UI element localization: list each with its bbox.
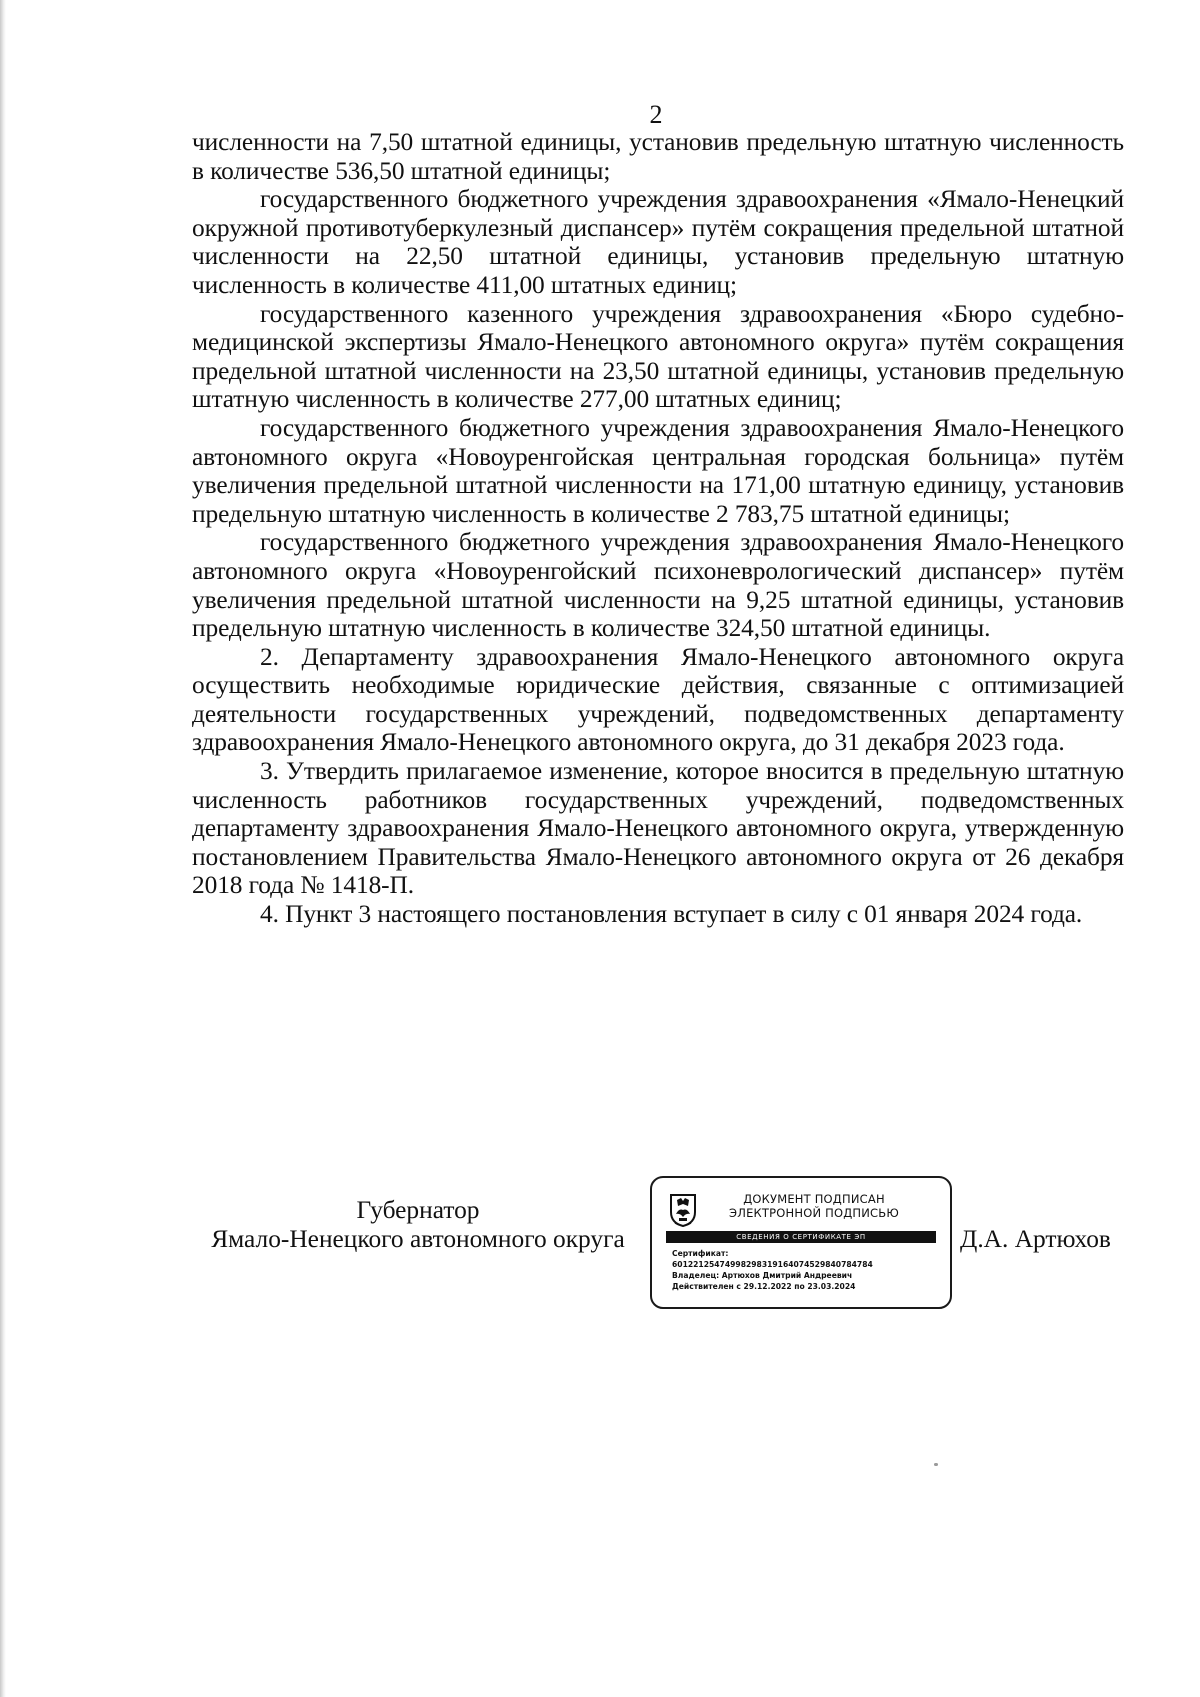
paragraph-psychoneuro-dispensary: государственного бюджетного учреждения здравоохранения Ямало-Ненецкого автономного округа «Новоуренгойский психоневрологический диспансер» путём увеличения предельной штатной численности на 9,25 штатной единицы, установив предельную штатную численность в количестве 324,50 штатной единицы.: [192, 528, 1124, 643]
stamp-owner: Владелец: Артюхов Дмитрий Андреевич: [672, 1271, 853, 1280]
scan-speck: [934, 1463, 938, 1466]
paragraph-tb-dispensary: государственного бюджетного учреждения здравоохранения «Ямало-Ненецкий окружной противотуберкулезный диспансер» путём сокращения предельной штатной численности на 22,50 штатной единицы, установив предельную штатную численность в количестве 411,00 штатных единиц;: [192, 185, 1124, 299]
signatory-title-line2: Ямало-Ненецкого автономного округа: [211, 1225, 625, 1253]
document-body: [192, 128, 1124, 929]
paragraph-novy-urengoy-hospital: государственного бюджетного учреждения здравоохранения Ямало-Ненецкого автономного округа «Новоуренгойская центральная городская больница» путём увеличения предельной штатной численности на 171,00 штатную единицу, установив предельную штатную численность в количестве 2 783,75 штатной единицы;: [192, 413, 1124, 528]
signatory-title-line1: Губернатор: [356, 1196, 480, 1224]
stamp-heading: [714, 1192, 914, 1220]
page-number: 2: [649, 100, 663, 129]
paragraph-item-4: 4. Пункт 3 настоящего постановления вступает в силу с 01 января 2024 года.: [260, 900, 1083, 929]
scan-page-edge: [0, 0, 6, 1697]
stamp-validity: Действителен с 29.12.2022 по 23.03.2024: [672, 1282, 856, 1291]
stamp-certificate-bar: СВЕДЕНИЯ О СЕРТИФИКАТЕ ЭП: [666, 1231, 936, 1243]
stamp-certificate-label: Сертификат:: [672, 1249, 729, 1258]
stamp-certificate-number: 60122125474998298319164074529840784784: [672, 1260, 873, 1269]
signatory-name: Д.А. Артюхов: [960, 1225, 1111, 1253]
paragraph-forensic-bureau: государственного казенного учреждения здравоохранения «Бюро судебно-медицинской экспертизы Ямало-Ненецкого автономного округа» путём сокращения предельной штатной численности на 23,50 штатной единицы, установив предельную штатную численность в количестве 277,00 штатных единиц;: [192, 299, 1124, 414]
electronic-signature-stamp: [650, 1176, 952, 1309]
stamp-heading-line2: ЭЛЕКТРОННОЙ ПОДПИСЬЮ: [729, 1206, 899, 1220]
paragraph-continuation: численности на 7,50 штатной единицы, установив предельную штатную численность в количестве 536,50 штатной единицы;: [192, 128, 1124, 185]
stamp-heading-line1: ДОКУМЕНТ ПОДПИСАН: [743, 1192, 885, 1206]
signatory-position: [192, 1196, 644, 1254]
coat-of-arms-icon: [668, 1192, 698, 1228]
paragraph-item-2: 2. Департаменту здравоохранения Ямало-Ненецкого автономного округа осуществить необходимые юридические действия, связанные с оптимизацией деятельности государственных учреждений, подведомственных департаменту здравоохранения Ямало-Ненецкого автономного округа, до 31 декабря 2023 года.: [192, 642, 1124, 757]
stamp-certificate-details: [672, 1248, 946, 1292]
paragraph-item-3: 3. Утвердить прилагаемое изменение, которое вносится в предельную штатную численность работников государственных учреждений, подведомственных департаменту здравоохранения Ямало-Ненецкого автономного округа, утвержденную постановлением Правительства Ямало-Ненецкого автономного округа от 26 декабря 2018 года № 1418-П.: [192, 757, 1124, 900]
